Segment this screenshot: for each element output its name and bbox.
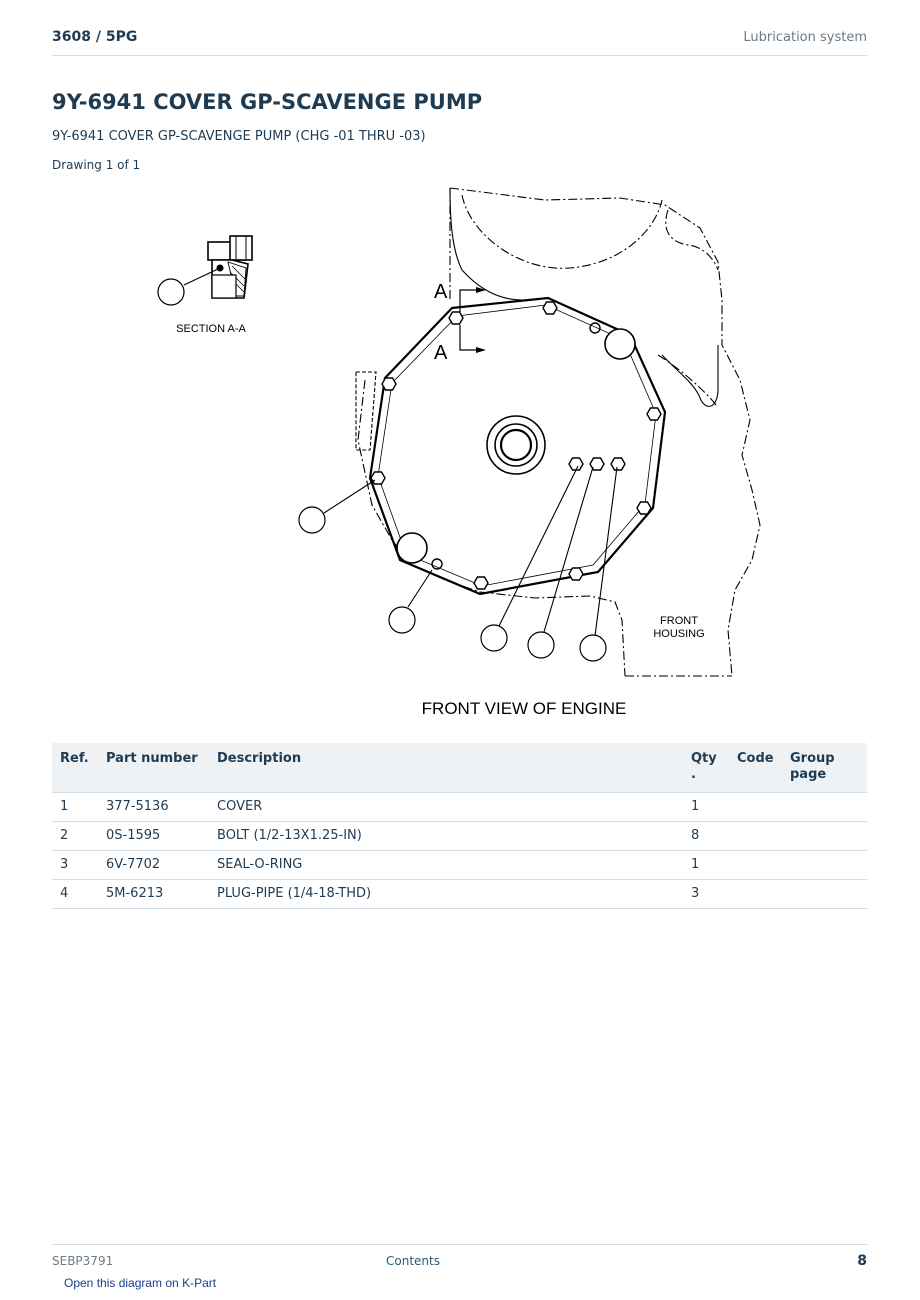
cell-description: COVER bbox=[209, 792, 683, 821]
callout-bubbles bbox=[158, 279, 606, 661]
cell-part-number: 0S-1595 bbox=[98, 821, 209, 850]
header-code: Code bbox=[729, 743, 782, 792]
parts-diagram-svg bbox=[140, 182, 780, 732]
table-row bbox=[52, 821, 867, 850]
table-row bbox=[52, 792, 867, 821]
scavenge-pump-cover bbox=[370, 298, 665, 594]
section-marker-top: A bbox=[434, 281, 448, 303]
cell-group-page bbox=[782, 850, 867, 879]
header-description: Description bbox=[209, 743, 683, 792]
callout-bubble bbox=[389, 607, 415, 633]
callout-bubble bbox=[299, 507, 325, 533]
page-title: 9Y-6941 COVER GP-SCAVENGE PUMP bbox=[52, 90, 483, 114]
parts-diagram bbox=[140, 182, 780, 732]
cell-ref: 4 bbox=[52, 879, 98, 908]
section-marker-bottom: A bbox=[434, 342, 448, 364]
front-housing-label-line1: FRONT bbox=[660, 615, 698, 627]
table-row bbox=[52, 879, 867, 908]
cell-qty: 1 bbox=[683, 850, 729, 879]
cell-description: BOLT (1/2-13X1.25-IN) bbox=[209, 821, 683, 850]
header-qty bbox=[683, 743, 729, 792]
model-label: 3608 / 5PG bbox=[52, 29, 138, 45]
cell-group-page bbox=[782, 879, 867, 908]
cell-part-number: 5M-6213 bbox=[98, 879, 209, 908]
header-qty-line1: Qty bbox=[691, 751, 717, 766]
cell-code bbox=[729, 792, 782, 821]
section-a-a-detail bbox=[176, 236, 252, 335]
page-header bbox=[52, 28, 867, 56]
cell-part-number: 6V-7702 bbox=[98, 850, 209, 879]
cell-qty: 8 bbox=[683, 821, 729, 850]
callout-bubble bbox=[158, 279, 184, 305]
section-a-a-label: SECTION A-A bbox=[176, 323, 246, 335]
document-id: SEBP3791 bbox=[52, 1254, 114, 1268]
cell-group-page bbox=[782, 821, 867, 850]
header-group-line1: Group bbox=[790, 751, 835, 766]
callout-bubble bbox=[580, 635, 606, 661]
drawing-count: Drawing 1 of 1 bbox=[52, 158, 141, 172]
cell-group-page bbox=[782, 792, 867, 821]
callout-bubble bbox=[481, 625, 507, 651]
cell-ref: 1 bbox=[52, 792, 98, 821]
callout-bubble bbox=[528, 632, 554, 658]
kpart-link[interactable]: Open this diagram on K-Part bbox=[64, 1276, 217, 1290]
cell-code bbox=[729, 879, 782, 908]
page-number: 8 bbox=[857, 1253, 867, 1269]
page-subtitle: 9Y-6941 COVER GP-SCAVENGE PUMP (CHG -01 THRU -03) bbox=[52, 129, 426, 144]
table-row bbox=[52, 850, 867, 879]
header-part-number: Part number bbox=[98, 743, 209, 792]
cell-qty: 1 bbox=[683, 792, 729, 821]
parts-table bbox=[52, 743, 867, 909]
header-group-page bbox=[782, 743, 867, 792]
page-footer bbox=[52, 1244, 867, 1274]
cell-ref: 2 bbox=[52, 821, 98, 850]
engine-outline bbox=[358, 188, 760, 676]
cell-code bbox=[729, 850, 782, 879]
header-qty-line2: . bbox=[691, 767, 696, 782]
cell-description: SEAL-O-RING bbox=[209, 850, 683, 879]
header-group-line2: page bbox=[790, 767, 827, 782]
front-housing-label-line2: HOUSING bbox=[653, 628, 705, 640]
parts-table-header bbox=[52, 743, 867, 792]
diagram-caption: FRONT VIEW OF ENGINE bbox=[421, 699, 627, 718]
cell-qty: 3 bbox=[683, 879, 729, 908]
cell-code bbox=[729, 821, 782, 850]
section-label: Lubrication system bbox=[743, 30, 867, 45]
cell-part-number: 377-5136 bbox=[98, 792, 209, 821]
cell-description: PLUG-PIPE (1/4-18-THD) bbox=[209, 879, 683, 908]
header-ref: Ref. bbox=[52, 743, 98, 792]
contents-link[interactable]: Contents bbox=[386, 1254, 440, 1268]
cell-ref: 3 bbox=[52, 850, 98, 879]
